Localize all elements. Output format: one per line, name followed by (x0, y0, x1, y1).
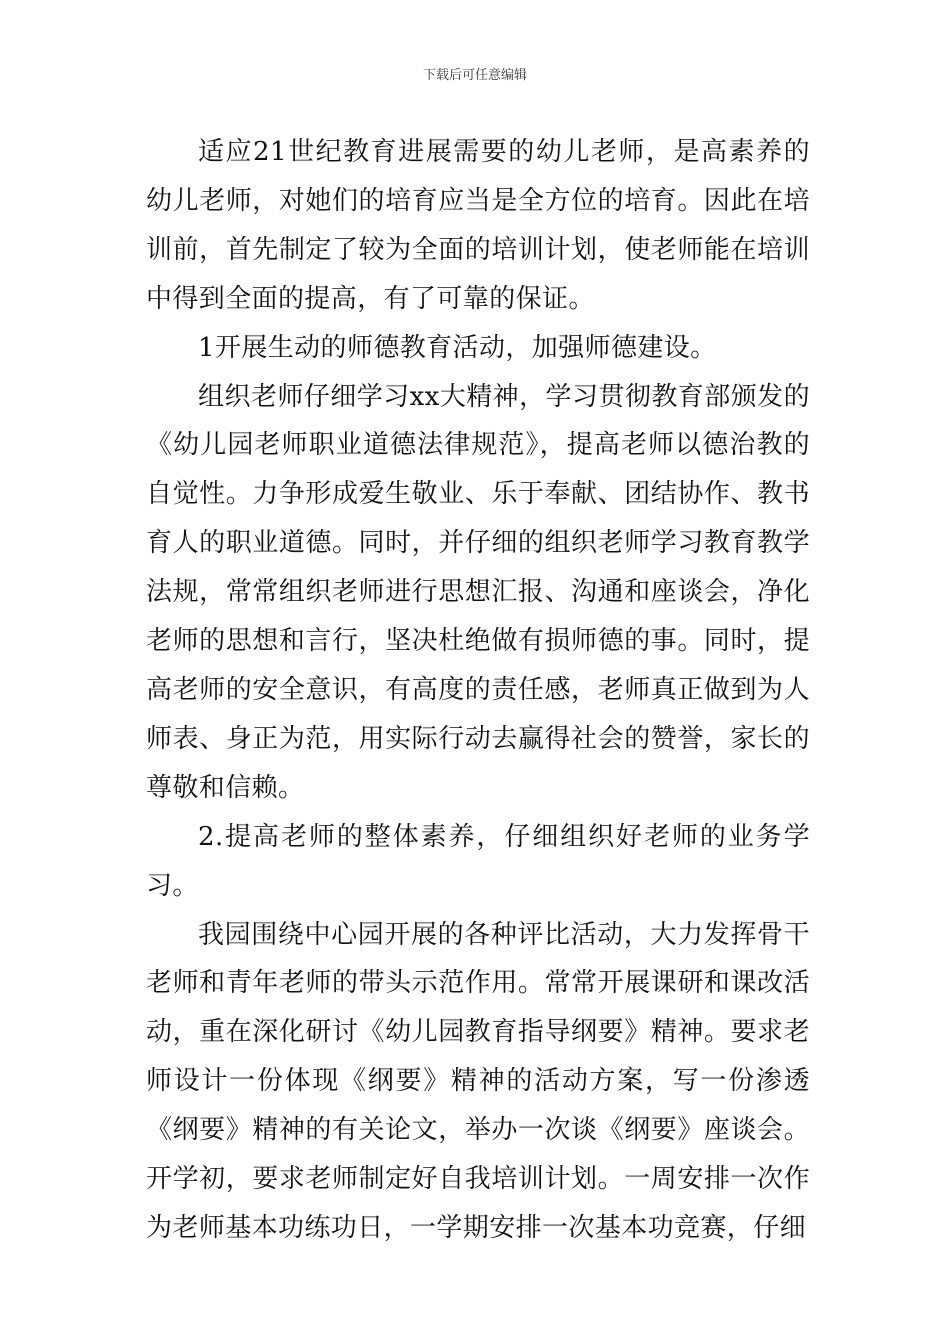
document-body (146, 128, 810, 1253)
paragraph-intro: 适应21世纪教育进展需要的幼儿老师，是高素养的幼儿老师，对她们的培育应当是全方位的培育。因此在培训前，首先制定了较为全面的培训计划，使老师能在培训中得到全面的提高，有了可靠的保证。 (146, 137, 810, 314)
page-header-note: 下载后可任意编辑 (422, 68, 527, 83)
paragraph-training: 我园围绕中心园开展的各种评比活动，大力发挥骨干老师和青年老师的带头示范作用。常常开展课研和课改活动，重在深化研讨《幼儿园教育指导纲要》精神。要求老师设计一份体现《纲要》精神的活动方案，写一份渗透《纲要》精神的有关论文，举办一次谈《纲要》座谈会。开学初，要求老师制定好自我培训计划。一周安排一次作为老师基本功练功日，一学期安排一次基本功竞赛，仔细 (146, 919, 810, 1243)
paragraph-heading-2: 2.提高老师的整体素养，仔细组织好老师的业务学习。 (146, 821, 810, 901)
paragraph-heading-1: 1开展生动的师德教育活动，加强师德建设。 (198, 332, 717, 363)
paragraph-ethics: 组织老师仔细学习xx大精神，学习贯彻教育部颁发的《幼儿园老师职业道德法律规范》，提高老师以德治教的自觉性。力争形成爱生敬业、乐于奉献、团结协作、教书育人的职业道德。同时，并仔细的组织老师学习教育教学法规，常常组织老师进行思想汇报、沟通和座谈会，净化老师的思想和言行，坚决杜绝做有损师德的事。同时，提高老师的安全意识，有高度的责任感，老师真正做到为人师表、身正为范，用实际行动去赢得社会的赞誉，家长的尊敬和信赖。 (146, 381, 810, 803)
